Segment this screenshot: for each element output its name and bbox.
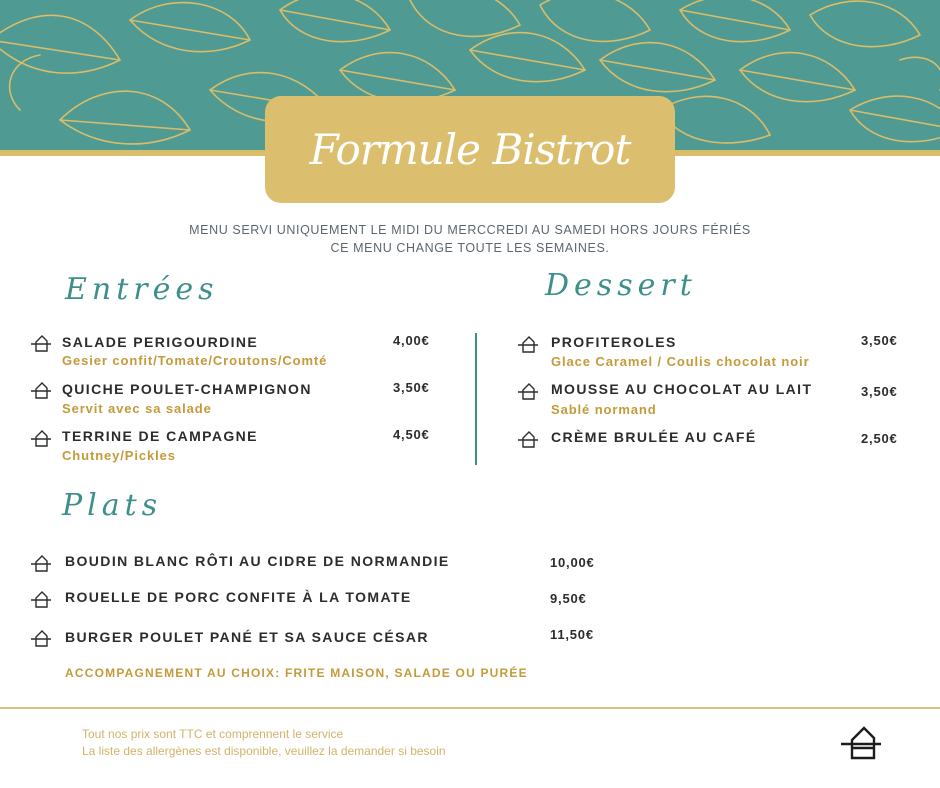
plat-price: 10,00€ — [550, 555, 595, 570]
house-outline-icon — [30, 554, 52, 572]
entree-price: 4,50€ — [393, 427, 430, 442]
dessert-price: 2,50€ — [861, 431, 898, 446]
footer-notes — [82, 726, 446, 760]
footer-line-1: Tout nos prix sont TTC et comprennent le service — [82, 727, 344, 741]
entree-desc: Servit avec sa salade — [62, 401, 212, 416]
entree-name: TERRINE DE CAMPAGNE — [62, 428, 258, 444]
section-title-plats: Plats — [62, 488, 163, 523]
entree-price: 4,00€ — [393, 333, 430, 348]
plat-price: 9,50€ — [550, 591, 587, 606]
dessert-name: PROFITEROLES — [551, 334, 677, 350]
house-outline-icon — [30, 590, 52, 608]
accompagnement-note: ACCOMPAGNEMENT AU CHOIX: FRITE MAISON, SALADE OU PURÉE — [65, 666, 528, 680]
menu-intro — [170, 221, 770, 257]
house-outline-icon — [30, 381, 52, 399]
entree-desc: Gesier confit/Tomate/Croutons/Comté — [62, 353, 328, 368]
plat-name: BURGER POULET PANÉ ET SA SAUCE CÉSAR — [65, 629, 429, 645]
plat-price: 11,50€ — [550, 627, 594, 642]
dessert-price: 3,50€ — [861, 333, 898, 348]
intro-line-1: MENU SERVI UNIQUEMENT LE MIDI DU MERCCREDI AU SAMEDI HORS JOURS FÉRIÉS — [189, 223, 751, 237]
section-title-dessert: Dessert — [545, 268, 697, 303]
dessert-name: CRÈME BRULÉE AU CAFÉ — [551, 429, 757, 445]
footer-divider — [0, 707, 940, 709]
house-logo-icon — [840, 724, 882, 760]
dessert-price: 3,50€ — [861, 384, 898, 399]
menu-title: Formule Bistrot — [309, 125, 631, 174]
house-outline-icon — [30, 429, 52, 447]
house-outline-icon — [517, 335, 539, 353]
title-box — [265, 96, 675, 203]
entree-price: 3,50€ — [393, 380, 430, 395]
house-outline-icon — [30, 629, 52, 647]
house-outline-icon — [30, 334, 52, 352]
dessert-desc: Glace Caramel / Coulis chocolat noir — [551, 354, 810, 369]
house-outline-icon — [517, 430, 539, 448]
entree-desc: Chutney/Pickles — [62, 448, 176, 463]
column-divider — [475, 333, 477, 465]
intro-line-2: CE MENU CHANGE TOUTE LES SEMAINES. — [330, 241, 610, 255]
entree-name: SALADE PERIGOURDINE — [62, 334, 259, 350]
plat-name: ROUELLE DE PORC CONFITE À LA TOMATE — [65, 589, 412, 605]
house-outline-icon — [517, 382, 539, 400]
plat-name: BOUDIN BLANC RÔTI AU CIDRE DE NORMANDIE — [65, 553, 450, 569]
entree-name: QUICHE POULET-CHAMPIGNON — [62, 381, 312, 397]
section-title-entrees: Entrées — [65, 272, 219, 307]
dessert-desc: Sablé normand — [551, 402, 657, 417]
dessert-name: MOUSSE AU CHOCOLAT AU LAIT — [551, 381, 813, 397]
footer-line-2: La liste des allergènes est disponible, veuillez la demander si besoin — [82, 744, 446, 758]
